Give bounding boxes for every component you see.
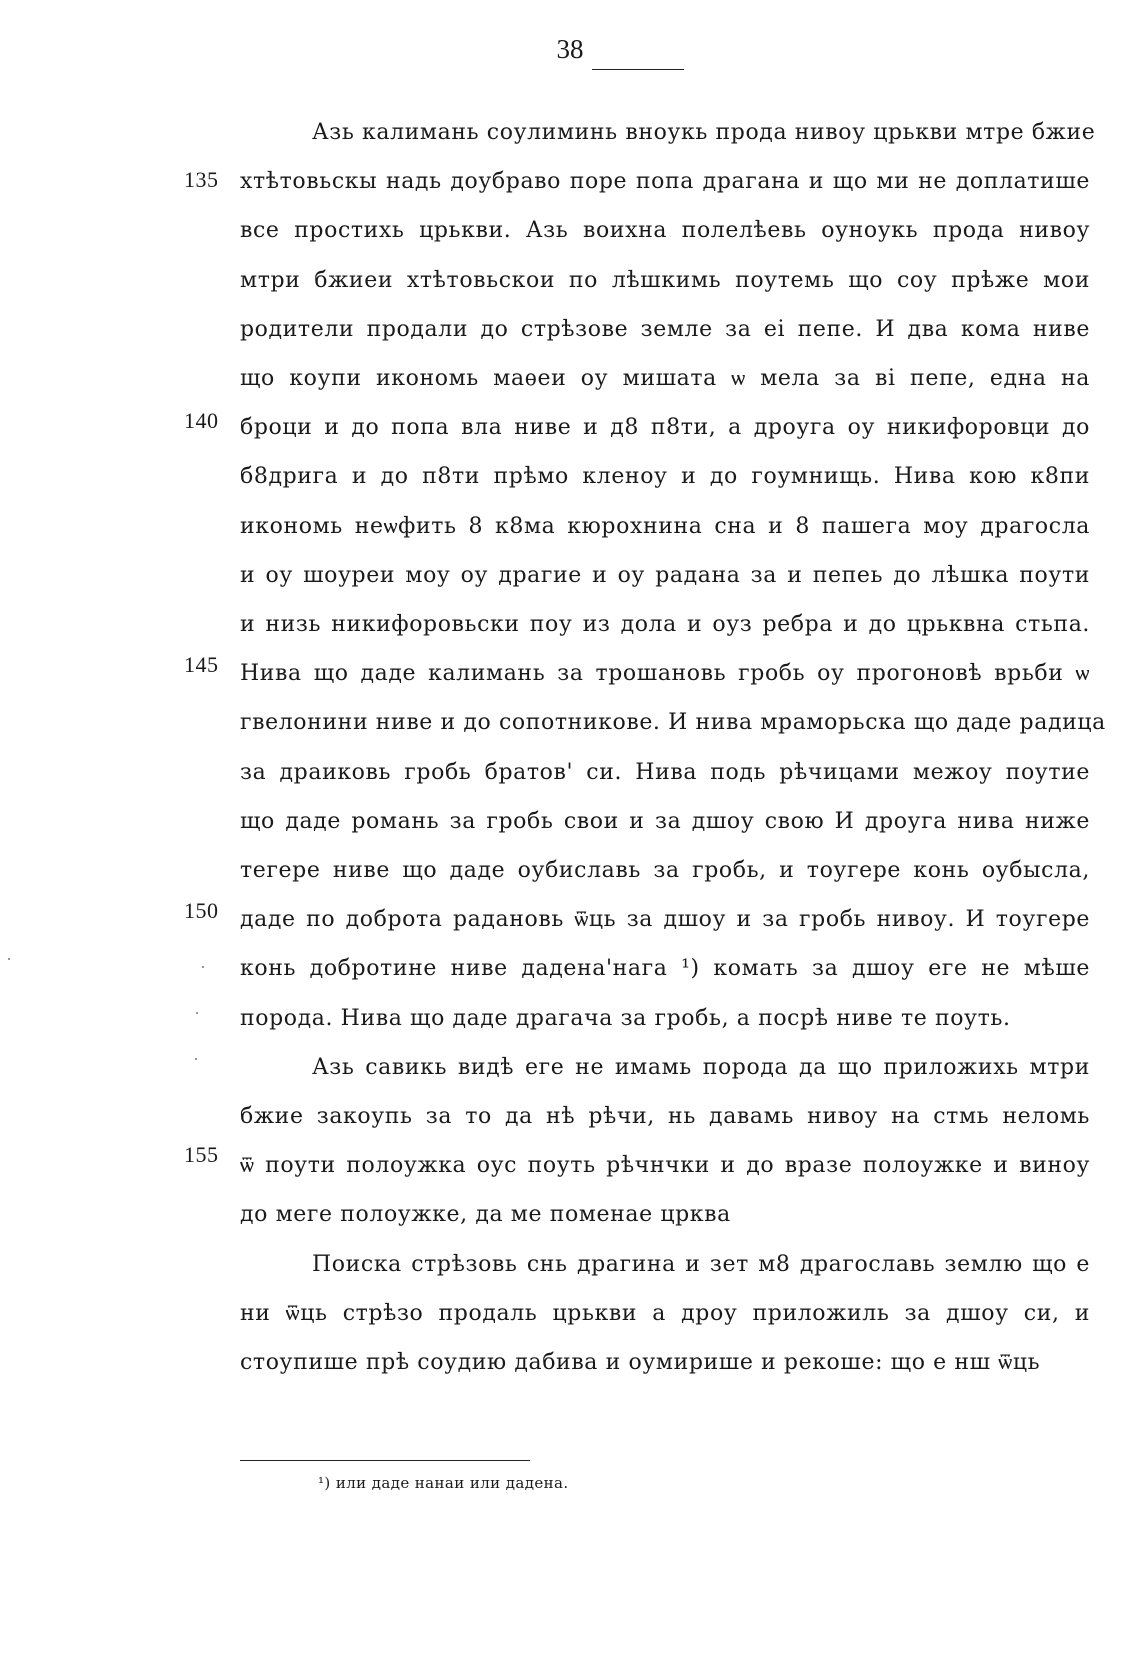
text-line: ни ѿць стрѣзо продаль црькви а дроу приложиль за дшоу си, и	[240, 1301, 1090, 1326]
text-line: хтѣтовьскы надь доубраво поре попа драгана и що ми не доплатише	[240, 169, 1090, 194]
margin-dot	[202, 966, 204, 968]
text-line: Поиска стрѣзовь снь драгина и зет м8 драгославь землю що е	[312, 1252, 1090, 1277]
margin-dot	[196, 1012, 198, 1014]
line-number-150: 150	[184, 898, 219, 923]
text-line: Азь калимань соулиминь вноукь прода нивоу црькви мтре бжие	[312, 120, 1096, 145]
text-line: Нива що даде калимань за трошановь гробь оу прогоновѣ врьби ѡ	[240, 661, 1090, 686]
text-line: бжие закоупь за то да нѣ рѣчи, нь давамь нивоу на стмь неломь	[240, 1104, 1090, 1129]
text-line: даде по доброта радановь ѿць за дшоу и за гробь нивоу. И тоугере	[240, 907, 1090, 932]
text-line: порода. Нива що даде драгача за гробь, а посрѣ ниве те поуть.	[240, 1006, 1011, 1031]
footnote-rule	[240, 1460, 530, 1461]
text-line: и низь никифоровьски поу из дола и оуз ребра и до црьквна стьпа.	[240, 612, 1090, 637]
line-number-145: 145	[184, 652, 219, 677]
text-line: стоупише прѣ соудию дабива и оумирише и рекоше: що е нш ѿць	[240, 1350, 1041, 1375]
text-line: и оу шоуреи моу оу драгие и оу радана за и пепеь до лѣшка поути	[240, 563, 1090, 588]
text-line: тегере ниве що даде оубиславь за гробь, и тоугере конь оубысла,	[240, 858, 1090, 883]
text-line: все простихь црькви. Азь воихна полелѣевь оуноукь прода нивоу	[240, 218, 1090, 243]
margin-dot	[195, 1058, 197, 1060]
text-line: мтри бжиеи хтѣтовьскои по лѣшкимь поутемь що соу прѣже мои	[240, 268, 1090, 293]
margin-dot	[8, 958, 10, 960]
text-line: Азь савикь видѣ еге не имамь порода да що приложихь мтри	[312, 1055, 1090, 1080]
text-line: родители продали до стрѣзове земле за еі пепе. И два кома ниве	[240, 317, 1090, 342]
line-number-140: 140	[184, 408, 219, 433]
footnote: ¹) или даде нанаи или дадена.	[318, 1474, 569, 1492]
line-number-155: 155	[184, 1142, 219, 1167]
line-number-135: 135	[184, 167, 219, 192]
text-line: конь добротине ниве дадена'нага ¹) комать за дшоу еге не мѣше	[240, 956, 1090, 981]
text-line: ѿ поути полоужка оус поуть рѣчнчки и до вразе полоужке и виноу	[240, 1153, 1090, 1178]
text-line: б8дрига и до п8ти прѣмо кленоу и до гоумнищь. Нива кою к8пи	[240, 464, 1090, 489]
text-line: броци и до попа вла ниве и д8 п8ти, а дроуга оу никифоровци до	[240, 415, 1090, 440]
page-number: 38	[556, 34, 584, 64]
text-line: до меге полоужке, да ме поменае црква	[240, 1202, 731, 1227]
text-line: що коупи икономь маѳеи оу мишата ѡ мела за ві пепе, една на	[240, 366, 1090, 391]
header-rule	[592, 69, 684, 70]
text-line: икономь неѡфить 8 к8ма кюрохнина сна и 8 пашега моу драгосла	[240, 514, 1090, 539]
text-line: за драиковь гробь братов' си. Нива подь рѣчицами межоу поутие	[240, 760, 1090, 785]
text-line: гвелонини ниве и до сопотникове. И нива мраморьска що даде радица	[240, 710, 1106, 735]
text-line: що даде романь за гробь свои и за дшоу свою И дроуга нива ниже	[240, 809, 1090, 834]
